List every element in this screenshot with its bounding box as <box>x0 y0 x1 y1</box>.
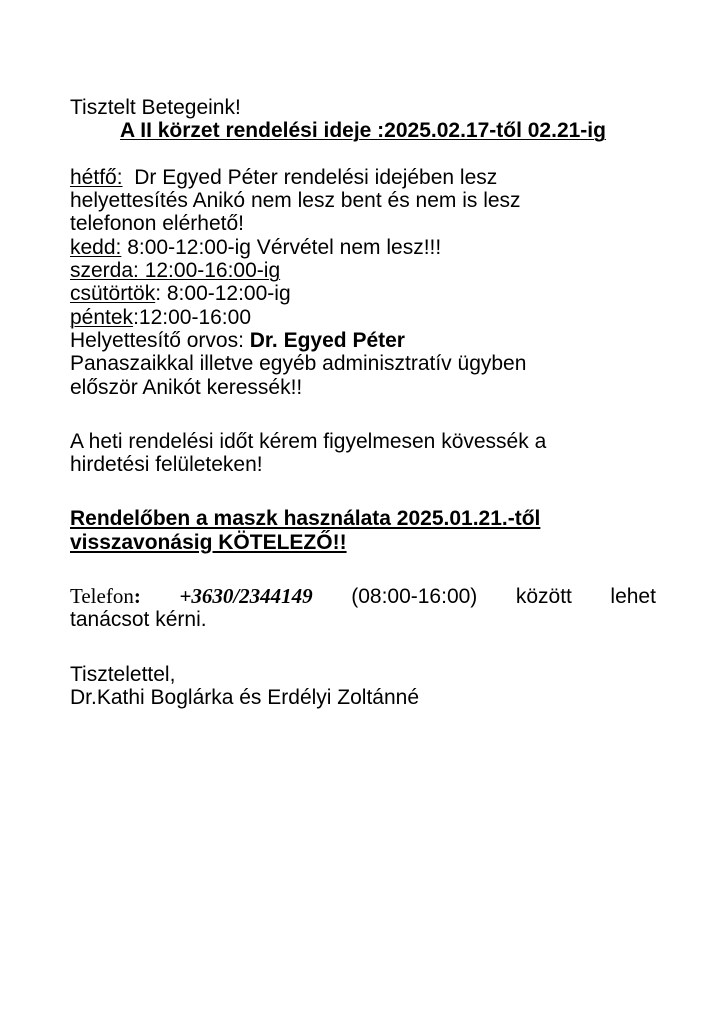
schedule-text-thursday: : 8:00-12:00-ig <box>155 282 291 306</box>
signature: Dr.Kathi Boglárka és Erdélyi Zoltánné <box>70 685 420 709</box>
phone-label: Telefon <box>70 584 134 609</box>
schedule-text-friday: :12:00-16:00 <box>133 305 251 329</box>
day-label-thursday: csütörtök <box>70 282 156 306</box>
monday-continuation-2: telefonon elérhető! <box>70 212 244 236</box>
day-label-monday: hétfő: <box>70 165 123 189</box>
mask-notice-2: visszavonásig KÖTELEZŐ!! <box>70 530 347 554</box>
phone-hours: (08:00-16:00) <box>351 585 478 609</box>
phone-line-2: tanácsot kérni. <box>70 608 207 632</box>
phone-word-can: lehet <box>610 585 656 609</box>
substitute-label: Helyettesítő orvos: <box>70 328 250 352</box>
headline: A II körzet rendelési ideje :2025.02.17-től 02.21-ig <box>120 119 606 143</box>
phone-label-group <box>70 585 141 608</box>
substitute-name: Dr. Egyed Péter <box>249 328 405 352</box>
phone-row <box>70 585 656 608</box>
substitute-doctor <box>70 329 656 352</box>
complaints-line-2: először Anikót keressék!! <box>70 375 303 399</box>
schedule-monday <box>70 166 656 189</box>
phone-number: +3630/2344149 <box>179 584 313 609</box>
closing: Tisztelettel, <box>70 662 176 686</box>
schedule-friday <box>70 306 656 329</box>
schedule-tuesday <box>70 236 656 259</box>
schedule-text-monday: Dr Egyed Péter rendelési idejében lesz <box>134 165 498 189</box>
schedule-wednesday <box>70 259 656 282</box>
day-label-wednesday: szerda: 12:00-16:00-ig <box>70 259 281 283</box>
spacer <box>70 554 656 585</box>
spacer <box>70 399 656 430</box>
weekly-notice-1: A heti rendelési időt kérem figyelmesen kövessék a <box>70 429 547 453</box>
phone-word-between: között <box>515 585 572 609</box>
notice-body <box>70 96 656 709</box>
spacer <box>70 476 656 507</box>
day-label-tuesday: kedd: <box>70 235 122 259</box>
phone-colon: : <box>133 584 141 609</box>
complaints-line-1: Panaszaikkal illetve egyéb adminisztratív ügyben <box>70 352 527 376</box>
day-label-friday: péntek <box>70 305 134 329</box>
monday-continuation-1: helyettesítés Anikó nem lesz bent és nem is lesz <box>70 189 521 213</box>
mask-notice-1: Rendelőben a maszk használata 2025.01.21.-től <box>70 507 541 531</box>
spacer <box>70 143 656 166</box>
salutation: Tisztelt Betegeink! <box>70 96 241 119</box>
spacer <box>70 632 656 663</box>
schedule-thursday <box>70 282 656 305</box>
weekly-notice-2: hirdetési felületeken! <box>70 453 263 477</box>
schedule-sep <box>123 166 135 189</box>
schedule-text-tuesday: 8:00-12:00-ig Vérvétel nem lesz!!! <box>127 235 442 259</box>
